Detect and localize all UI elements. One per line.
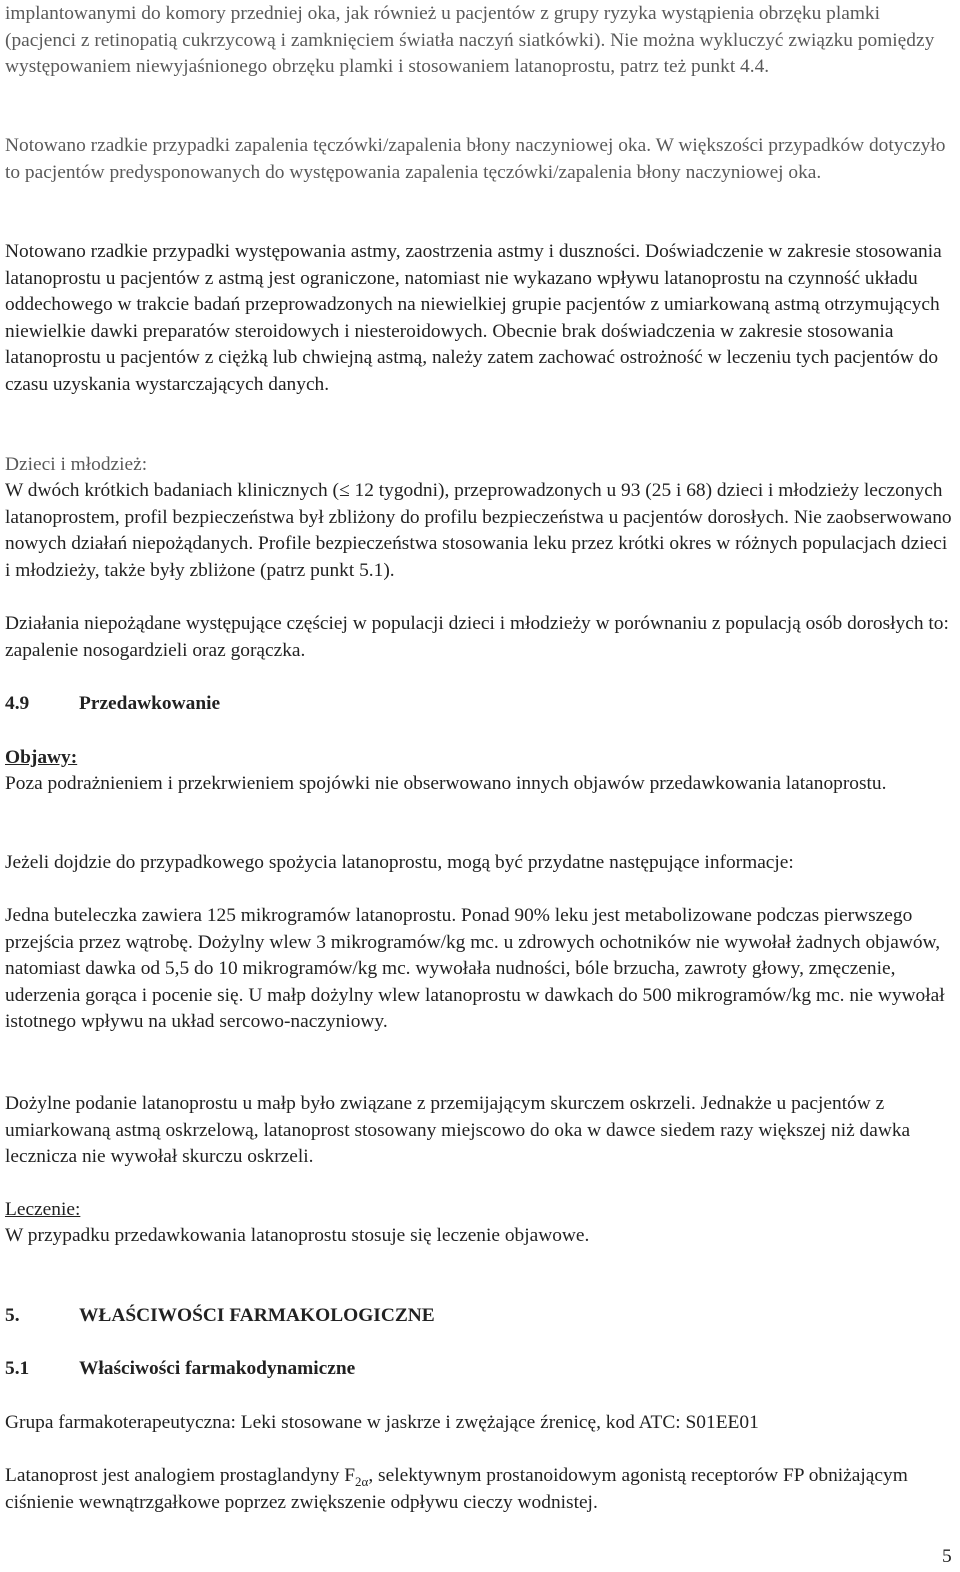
paragraph bbox=[5, 1463, 955, 1516]
paragraph: Poza podrażnieniem i przekrwieniem spojówki nie obserwowano innych objawów przedawkowania latanoprostu. bbox=[5, 773, 887, 794]
page-number: 5 bbox=[942, 1546, 952, 1567]
paragraph: Notowano rzadkie przypadki zapalenia tęczówki/zapalenia błony naczyniowej oka. W większości przypadków dotyczyło to pacjentów predysponowanych do występowania zapalenia tęczówki/zapalenia błony naczyniowej oka. bbox=[5, 135, 946, 183]
section-number: 5. bbox=[5, 1305, 20, 1326]
section-subheading: Objawy: bbox=[5, 747, 78, 768]
section-heading bbox=[5, 1303, 435, 1330]
paragraph: Jedna buteleczka zawiera 125 mikrogramów latanoprostu. Ponad 90% leku jest metabolizowane podczas pierwszego przejścia przez wątrobę. Dożylny wlew 3 mikrogramów/kg mc. u zdrowych ochotników nie wywołał żadnych objawów, natomiast dawka od 5,5 do 10 mikrogramów/kg mc. wywołała nudności, bóle brzucha, zawroty głowy, zmęczenie, uderzenia gorąca i pocenie się. U małp dożylny wlew latanoprostu w dawkach do 500 mikrogramów/kg mc. nie wywołał istotnego wpływu na układ sercowo-naczyniowy. bbox=[5, 905, 945, 1032]
paragraph: Notowano rzadkie przypadki występowania astmy, zaostrzenia astmy i duszności. Doświadczenie w zakresie stosowania latanoprostu u pacjentów z astmą jest ograniczone, natomiast nie wykazano wpływu latanoprostu na czynność układu oddechowego w trakcie badań przeprowadzonych na niewielkiej grupie pacjentów z umiarkowaną astmą otrzymujących niewielkie dawki preparatów steroidowych i niesteroidowych. Obecnie brak doświadczenia w zakresie stosowania latanoprostu u pacjentów z ciężką lub chwiejną astmą, należy zatem zachować ostrożność w leczeniu tych pacjentów do czasu uzyskania wystarczających danych. bbox=[5, 241, 942, 395]
text-run: Latanoprost jest analogiem prostaglandyny F bbox=[5, 1465, 356, 1486]
section-title: Właściwości farmakodynamiczne bbox=[79, 1358, 356, 1379]
paragraph: implantowanymi do komory przedniej oka, jak również u pacjentów z grupy ryzyka wystąpienia obrzęku plamki (pacjenci z retinopatią cukrzycową i zamknięciem światła naczyń siatkówki). Nie można wykluczyć związku pomiędzy występowaniem niewyjaśnionego obrzęku plamki i stosowaniem latanoprostu, patrz też punkt 4.4. bbox=[5, 3, 935, 77]
subscript: 2α bbox=[355, 1473, 369, 1489]
text-run: , selektywnym prostanoidowym agonistą receptorów FP obniżającym ciśnienie wewnątrzgałkowe poprzez zwiększenie odpływu cieczy wodnistej. bbox=[5, 1465, 908, 1513]
paragraph: Działania niepożądane występujące częściej w populacji dzieci i młodzieży w porównaniu z populacją osób dorosłych to: zapalenie nosogardzieli oraz gorączka. bbox=[5, 613, 949, 661]
paragraph: W przypadku przedawkowania latanoprostu stosuje się leczenie objawowe. bbox=[5, 1225, 590, 1246]
section-subheading: Dzieci i młodzież: bbox=[5, 454, 148, 475]
section-number: 4.9 bbox=[5, 693, 30, 714]
section-title: Przedawkowanie bbox=[79, 693, 221, 714]
paragraph: W dwóch krótkich badaniach klinicznych (≤ 12 tygodni), przeprowadzonych u 93 (25 i 68) dzieci i młodzieży leczonych latanoprostem, profil bezpieczeństwa był zbliżony do profilu bezpieczeństwa u pacjentów dorosłych. Nie zaobserwowano nowych działań niepożądanych. Profile bezpieczeństwa stosowania leku przez krótki okres w różnych populacjach dzieci i młodzieży, także były zbliżone (patrz punkt 5.1). bbox=[5, 480, 952, 581]
paragraph: Grupa farmakoterapeutyczna: Leki stosowane w jaskrze i zwężające źrenicę, kod ATC: S01EE01 bbox=[5, 1412, 759, 1433]
section-heading bbox=[5, 691, 220, 718]
section-heading bbox=[5, 1356, 355, 1383]
paragraph: Dożylne podanie latanoprostu u małp było związane z przemijającym skurczem oskrzeli. Jednakże u pacjentów z umiarkowaną astmą oskrzelową, latanoprost stosowany miejscowo do oka w dawce siedem razy większej niż dawka lecznicza nie wywołał skurczu oskrzeli. bbox=[5, 1093, 911, 1167]
section-number: 5.1 bbox=[5, 1358, 30, 1379]
section-subheading: Leczenie: bbox=[5, 1199, 81, 1220]
section-title: WŁAŚCIWOŚCI FARMAKOLOGICZNE bbox=[79, 1305, 435, 1326]
paragraph: Jeżeli dojdzie do przypadkowego spożycia latanoprostu, mogą być przydatne następujące informacje: bbox=[5, 852, 794, 873]
